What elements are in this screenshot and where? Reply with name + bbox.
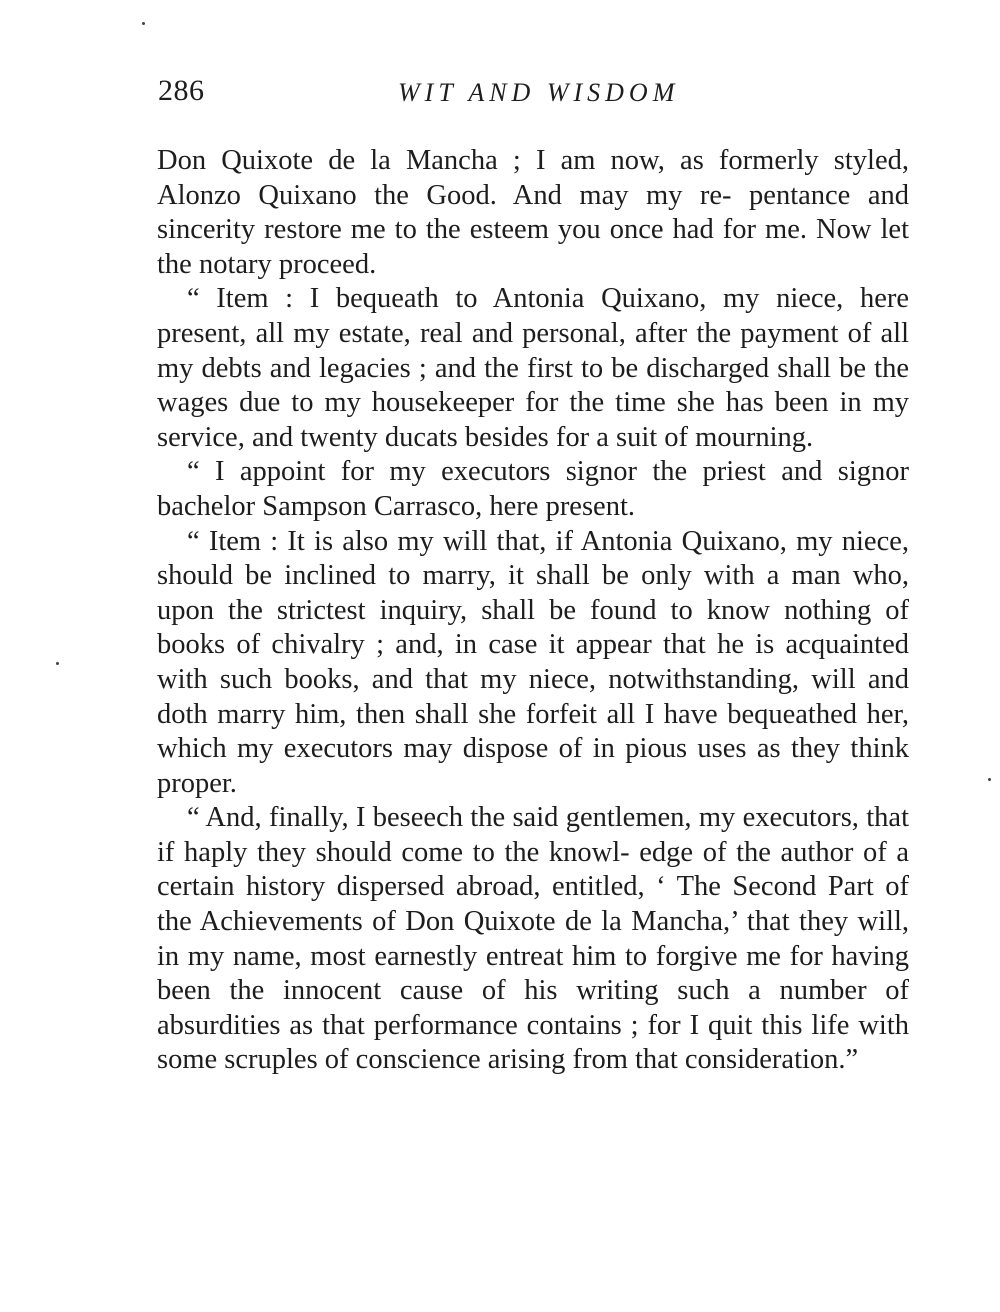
speck-mark — [56, 662, 59, 665]
speck-mark — [988, 778, 991, 781]
paragraph: “ And, finally, I beseech the said gentlemen, my executors, that if haply they should come to the knowl- edge of the author of a certain history dispersed abroad, entitled, ‘ The Second Part of the Achievements of Don Quixote de la Mancha,’ that they will, in my name, most earnestly entreat him to forgive me for having been the innocent cause of his writing such a number of absurdities as that performance contains ; for I quit this life with some scruples of conscience arising from that consideration.” — [157, 802, 909, 1076]
paragraph: Don Quixote de la Mancha ; I am now, as formerly styled, Alonzo Quixano the Good. And may my re- pentance and sincerity restore me to the esteem you once had for me. Now let the notary proceed. — [157, 145, 909, 280]
speck-mark — [142, 22, 145, 25]
page-header — [158, 74, 898, 118]
page-number: 286 — [158, 74, 205, 107]
paragraph: “ Item : It is also my will that, if Antonia Quixano, my niece, should be inclined to marry, it shall be only with a man who, upon the strictest inquiry, shall be found to know nothing of books of chivalry ; and, in case it appear that he is acquainted with such books, and that my niece, notwithstanding, will and doth marry him, then shall she forfeit all I have bequeathed her, which my executors may dispose of in pious uses as they think proper. — [157, 525, 909, 799]
body-text — [157, 144, 909, 1078]
paragraph: “ I appoint for my executors signor the priest and signor bachelor Sampson Carrasco, here present. — [157, 456, 909, 522]
paragraph: “ Item : I bequeath to Antonia Quixano, my niece, here present, all my estate, real and personal, after the payment of all my debts and legacies ; and the first to be discharged shall be the wages due to my housekeeper for the time she has been in my service, and twenty ducats besides for a suit of mourning. — [157, 283, 909, 453]
running-title: WIT AND WISDOM — [398, 78, 680, 107]
